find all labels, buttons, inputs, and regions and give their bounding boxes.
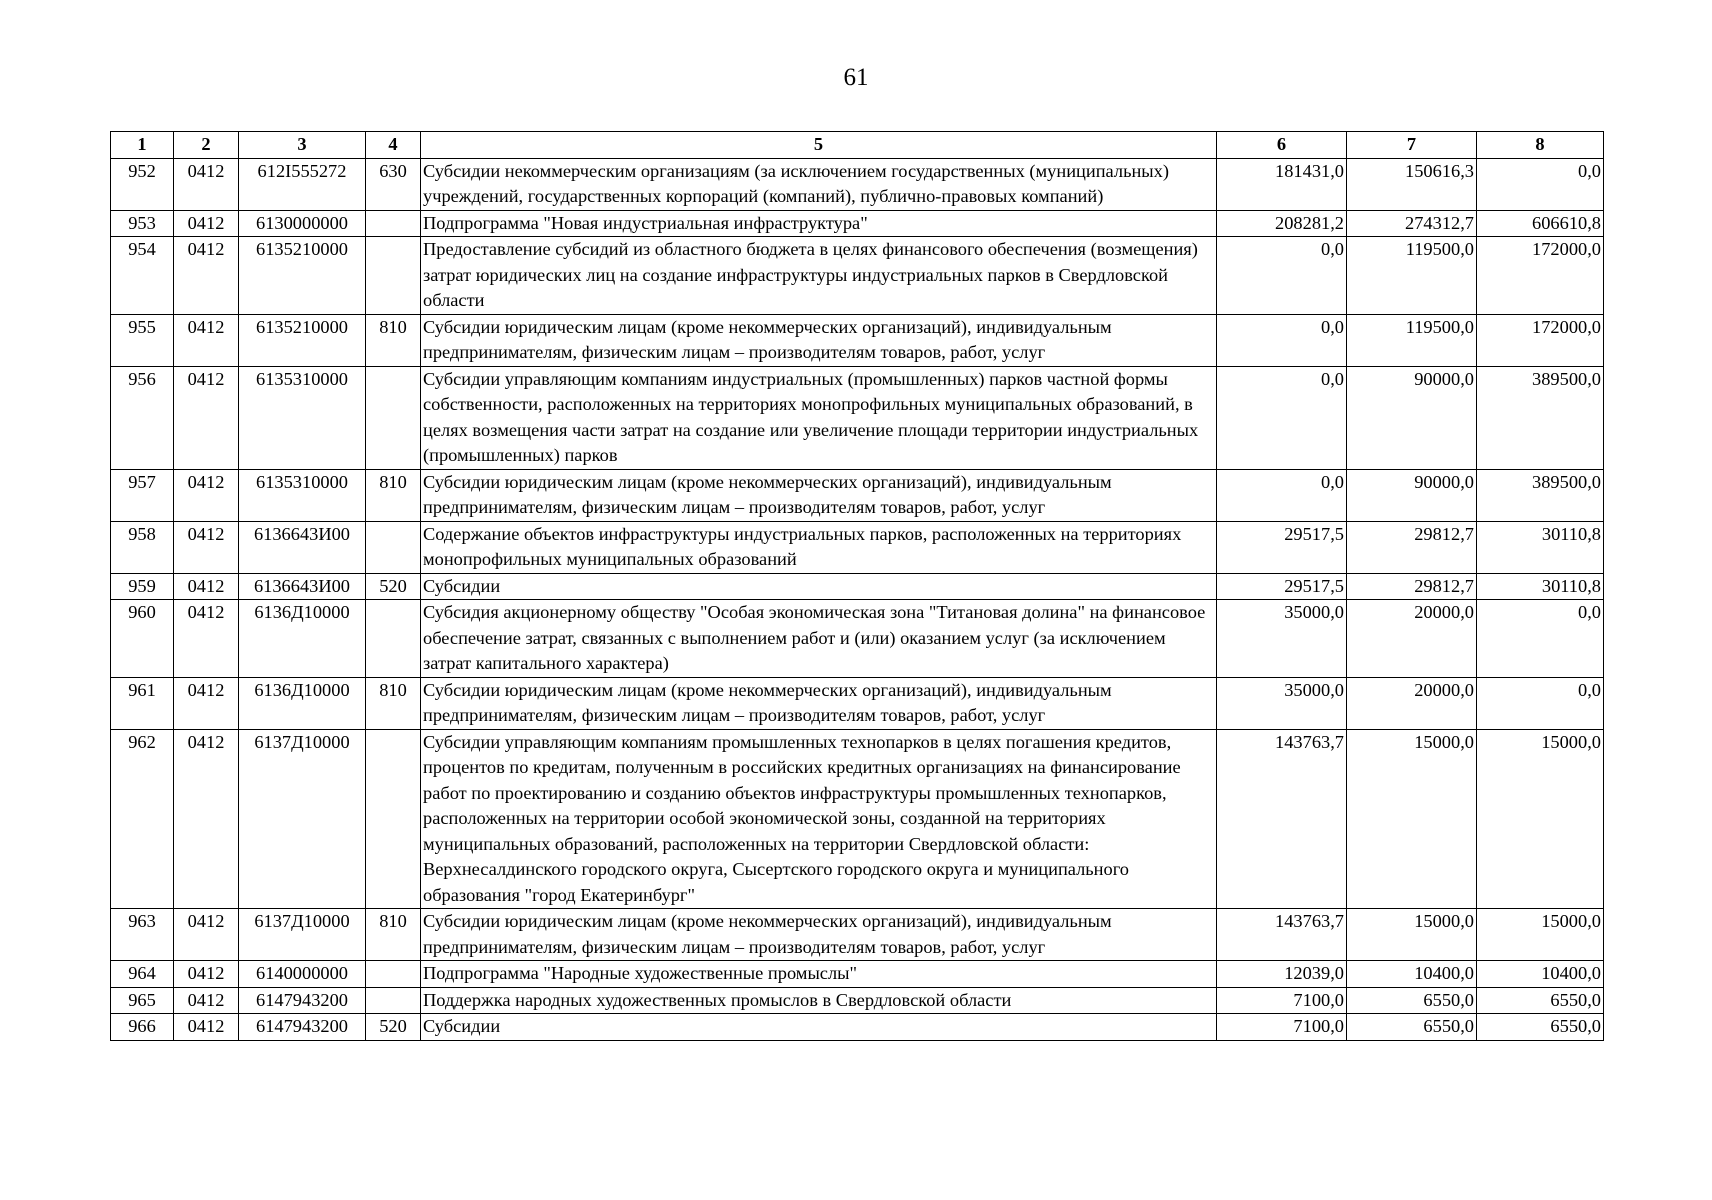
amount-col7-cell: 90000,0: [1347, 469, 1477, 521]
amount-col8-cell: 6550,0: [1477, 987, 1604, 1014]
row-number-cell: 961: [111, 677, 174, 729]
section-code-cell: 0412: [174, 1014, 239, 1041]
table-row: [111, 210, 1604, 237]
amount-col7-cell: 15000,0: [1347, 909, 1477, 961]
table-row: [111, 366, 1604, 469]
section-code-cell: 0412: [174, 366, 239, 469]
section-code-cell: 0412: [174, 600, 239, 678]
table-row: [111, 600, 1604, 678]
section-code-cell: 0412: [174, 961, 239, 988]
description-cell: Субсидии: [421, 1014, 1217, 1041]
target-code-cell: 6147943200: [239, 987, 366, 1014]
row-number-cell: 962: [111, 729, 174, 909]
expense-type-cell: 810: [366, 469, 421, 521]
amount-col8-cell: 389500,0: [1477, 469, 1604, 521]
column-header: 8: [1477, 132, 1604, 159]
table-row: [111, 909, 1604, 961]
row-number-cell: 957: [111, 469, 174, 521]
expense-type-cell: 810: [366, 677, 421, 729]
description-cell: Субсидии юридическим лицам (кроме некоммерческих организаций), индивидуальным предпринимателям, физическим лицам – производителям товаров, работ, услуг: [421, 314, 1217, 366]
section-code-cell: 0412: [174, 237, 239, 315]
column-header: 3: [239, 132, 366, 159]
table-row: [111, 158, 1604, 210]
row-number-cell: 955: [111, 314, 174, 366]
amount-col6-cell: 29517,5: [1217, 573, 1347, 600]
amount-col6-cell: 0,0: [1217, 314, 1347, 366]
amount-col7-cell: 119500,0: [1347, 237, 1477, 315]
amount-col6-cell: 143763,7: [1217, 909, 1347, 961]
description-cell: Субсидии некоммерческим организациям (за исключением государственных (муниципальных) учреждений, государственных корпораций (компаний), публично-правовых компаний): [421, 158, 1217, 210]
expense-type-cell: [366, 600, 421, 678]
amount-col8-cell: 0,0: [1477, 677, 1604, 729]
section-code-cell: 0412: [174, 210, 239, 237]
target-code-cell: 6136643И00: [239, 521, 366, 573]
expense-type-cell: 520: [366, 573, 421, 600]
amount-col6-cell: 208281,2: [1217, 210, 1347, 237]
expense-type-cell: [366, 210, 421, 237]
column-header: 2: [174, 132, 239, 159]
amount-col6-cell: 7100,0: [1217, 1014, 1347, 1041]
amount-col8-cell: 10400,0: [1477, 961, 1604, 988]
section-code-cell: 0412: [174, 469, 239, 521]
amount-col7-cell: 119500,0: [1347, 314, 1477, 366]
budget-table: [110, 131, 1604, 1041]
target-code-cell: 6136643И00: [239, 573, 366, 600]
amount-col7-cell: 20000,0: [1347, 600, 1477, 678]
target-code-cell: 6140000000: [239, 961, 366, 988]
table-row: [111, 961, 1604, 988]
target-code-cell: 6135310000: [239, 469, 366, 521]
amount-col7-cell: 29812,7: [1347, 573, 1477, 600]
row-number-cell: 960: [111, 600, 174, 678]
amount-col7-cell: 150616,3: [1347, 158, 1477, 210]
amount-col8-cell: 172000,0: [1477, 237, 1604, 315]
description-cell: Субсидии управляющим компаниям промышленных технопарков в целях погашения кредитов, процентов по кредитам, полученным в российских кредитных организациях на финансирование работ по проектированию и созданию объектов инфраструктуры промышленных технопарков, расположенных на территории особой экономической зоны, созданной на территориях муниципальных образований, расположенных на территории Свердловской области: Верхнесалдинского городского округа, Сысертского городского округа и муниципального образования "город Екатеринбург": [421, 729, 1217, 909]
amount-col6-cell: 0,0: [1217, 237, 1347, 315]
amount-col7-cell: 90000,0: [1347, 366, 1477, 469]
table-row: [111, 729, 1604, 909]
target-code-cell: 612I555272: [239, 158, 366, 210]
column-header: 5: [421, 132, 1217, 159]
table-row: [111, 677, 1604, 729]
amount-col7-cell: 15000,0: [1347, 729, 1477, 909]
expense-type-cell: [366, 987, 421, 1014]
target-code-cell: 6135210000: [239, 237, 366, 315]
target-code-cell: 6135210000: [239, 314, 366, 366]
table-row: [111, 314, 1604, 366]
amount-col7-cell: 6550,0: [1347, 1014, 1477, 1041]
row-number-cell: 965: [111, 987, 174, 1014]
description-cell: Субсидии юридическим лицам (кроме некоммерческих организаций), индивидуальным предпринимателям, физическим лицам – производителям товаров, работ, услуг: [421, 909, 1217, 961]
row-number-cell: 958: [111, 521, 174, 573]
table-row: [111, 573, 1604, 600]
amount-col7-cell: 10400,0: [1347, 961, 1477, 988]
description-cell: Субсидии: [421, 573, 1217, 600]
amount-col8-cell: 15000,0: [1477, 729, 1604, 909]
amount-col6-cell: 35000,0: [1217, 600, 1347, 678]
target-code-cell: 6130000000: [239, 210, 366, 237]
amount-col6-cell: 35000,0: [1217, 677, 1347, 729]
section-code-cell: 0412: [174, 729, 239, 909]
amount-col7-cell: 6550,0: [1347, 987, 1477, 1014]
section-code-cell: 0412: [174, 521, 239, 573]
column-header: 4: [366, 132, 421, 159]
target-code-cell: 6135310000: [239, 366, 366, 469]
row-number-cell: 954: [111, 237, 174, 315]
expense-type-cell: 810: [366, 314, 421, 366]
target-code-cell: 6136Д10000: [239, 677, 366, 729]
description-cell: Поддержка народных художественных промыслов в Свердловской области: [421, 987, 1217, 1014]
amount-col7-cell: 29812,7: [1347, 521, 1477, 573]
section-code-cell: 0412: [174, 987, 239, 1014]
amount-col8-cell: 0,0: [1477, 600, 1604, 678]
table-row: [111, 237, 1604, 315]
table-row: [111, 469, 1604, 521]
table-body: [111, 158, 1604, 1040]
description-cell: Подпрограмма "Народные художественные промыслы": [421, 961, 1217, 988]
amount-col8-cell: 172000,0: [1477, 314, 1604, 366]
description-cell: Содержание объектов инфраструктуры индустриальных парков, расположенных на территориях монопрофильных муниципальных образований: [421, 521, 1217, 573]
expense-type-cell: [366, 366, 421, 469]
expense-type-cell: [366, 961, 421, 988]
page-number: 61: [843, 64, 869, 91]
description-cell: Субсидии юридическим лицам (кроме некоммерческих организаций), индивидуальным предпринимателям, физическим лицам – производителям товаров, работ, услуг: [421, 677, 1217, 729]
row-number-cell: 952: [111, 158, 174, 210]
description-cell: Предоставление субсидий из областного бюджета в целях финансового обеспечения (возмещения) затрат юридических лиц на создание инфраструктуры индустриальных парков в Свердловской области: [421, 237, 1217, 315]
column-header: 6: [1217, 132, 1347, 159]
expense-type-cell: [366, 521, 421, 573]
description-cell: Подпрограмма "Новая индустриальная инфраструктура": [421, 210, 1217, 237]
description-cell: Субсидия акционерному обществу "Особая экономическая зона "Титановая долина" на финансовое обеспечение затрат, связанных с выполнением работ и (или) оказанием услуг (за исключением затрат капитального характера): [421, 600, 1217, 678]
row-number-cell: 953: [111, 210, 174, 237]
table-row: [111, 987, 1604, 1014]
expense-type-cell: [366, 237, 421, 315]
section-code-cell: 0412: [174, 158, 239, 210]
row-number-cell: 956: [111, 366, 174, 469]
amount-col7-cell: 274312,7: [1347, 210, 1477, 237]
table-row: [111, 1014, 1604, 1041]
section-code-cell: 0412: [174, 909, 239, 961]
expense-type-cell: [366, 729, 421, 909]
section-code-cell: 0412: [174, 573, 239, 600]
amount-col8-cell: 389500,0: [1477, 366, 1604, 469]
row-number-cell: 963: [111, 909, 174, 961]
row-number-cell: 964: [111, 961, 174, 988]
target-code-cell: 6136Д10000: [239, 600, 366, 678]
column-header: 7: [1347, 132, 1477, 159]
amount-col8-cell: 15000,0: [1477, 909, 1604, 961]
table-row: [111, 521, 1604, 573]
column-header: 1: [111, 132, 174, 159]
row-number-cell: 959: [111, 573, 174, 600]
expense-type-cell: 810: [366, 909, 421, 961]
section-code-cell: 0412: [174, 677, 239, 729]
amount-col8-cell: 6550,0: [1477, 1014, 1604, 1041]
amount-col6-cell: 0,0: [1217, 366, 1347, 469]
expense-type-cell: 520: [366, 1014, 421, 1041]
description-cell: Субсидии управляющим компаниям индустриальных (промышленных) парков частной формы собственности, расположенных на территориях монопрофильных муниципальных образований, в целях возмещения части затрат на создание или увеличение площади территории индустриальных (промышленных) парков: [421, 366, 1217, 469]
section-code-cell: 0412: [174, 314, 239, 366]
amount-col6-cell: 0,0: [1217, 469, 1347, 521]
amount-col8-cell: 30110,8: [1477, 521, 1604, 573]
amount-col6-cell: 29517,5: [1217, 521, 1347, 573]
row-number-cell: 966: [111, 1014, 174, 1041]
target-code-cell: 6137Д10000: [239, 909, 366, 961]
amount-col6-cell: 7100,0: [1217, 987, 1347, 1014]
amount-col8-cell: 606610,8: [1477, 210, 1604, 237]
amount-col6-cell: 181431,0: [1217, 158, 1347, 210]
expense-type-cell: 630: [366, 158, 421, 210]
amount-col7-cell: 20000,0: [1347, 677, 1477, 729]
amount-col8-cell: 30110,8: [1477, 573, 1604, 600]
target-code-cell: 6147943200: [239, 1014, 366, 1041]
description-cell: Субсидии юридическим лицам (кроме некоммерческих организаций), индивидуальным предпринимателям, физическим лицам – производителям товаров, работ, услуг: [421, 469, 1217, 521]
amount-col6-cell: 143763,7: [1217, 729, 1347, 909]
amount-col8-cell: 0,0: [1477, 158, 1604, 210]
amount-col6-cell: 12039,0: [1217, 961, 1347, 988]
table-header-row: [111, 132, 1604, 159]
target-code-cell: 6137Д10000: [239, 729, 366, 909]
